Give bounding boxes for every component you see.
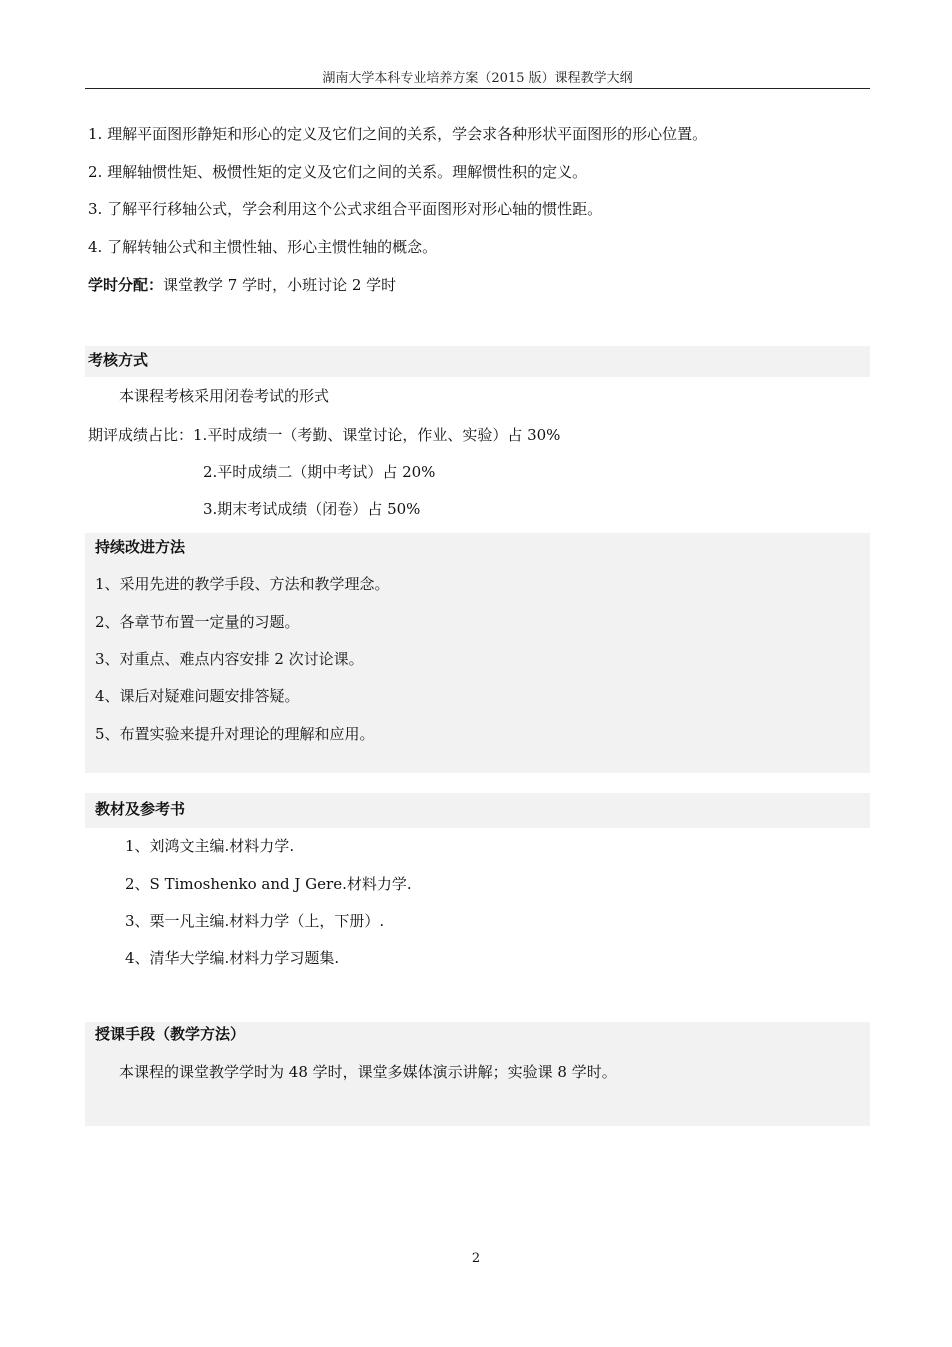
improvement-item: 5、布置实验来提升对理论的理解和应用。 bbox=[95, 725, 375, 743]
header-divider bbox=[85, 88, 870, 89]
teaching-text: 本课程的课堂教学学时为 48 学时，课堂多媒体演示讲解；实验课 8 学时。 bbox=[119, 1063, 617, 1081]
improvement-item: 4、课后对疑难问题安排答疑。 bbox=[95, 687, 300, 705]
improvement-item: 2、各章节布置一定量的习题。 bbox=[95, 613, 300, 631]
objective-item: 2. 理解轴惯性矩、极惯性矩的定义及它们之间的关系。理解惯性积的定义。 bbox=[88, 163, 588, 181]
improvement-title: 持续改进方法 bbox=[95, 538, 186, 556]
textbook-item: 1、刘鸿文主编.材料力学. bbox=[125, 837, 295, 855]
assessment-item: 1.平时成绩一（考勤、课堂讨论，作业、实验）占 30% bbox=[193, 426, 561, 444]
assessment-title: 考核方式 bbox=[88, 351, 149, 369]
assessment-heading-band bbox=[85, 346, 870, 377]
improvement-item: 3、对重点、难点内容安排 2 次讨论课。 bbox=[95, 650, 364, 668]
improvement-item: 1、采用先进的教学手段、方法和教学理念。 bbox=[95, 575, 390, 593]
assessment-ratio bbox=[88, 425, 560, 445]
assessment-item: 2.平时成绩二（期中考试）占 20% bbox=[203, 463, 436, 481]
hours-label: 学时分配： bbox=[88, 276, 164, 294]
textbook-item: 4、清华大学编.材料力学习题集. bbox=[125, 949, 340, 967]
page-number: 2 bbox=[471, 1251, 481, 1266]
page-header: 湖南大学本科专业培养方案（2015 版）课程教学大纲 bbox=[322, 71, 633, 86]
assessment-ratio-label: 期评成绩占比： bbox=[88, 426, 194, 444]
hours-text: 课堂教学 7 学时，小班讨论 2 学时 bbox=[163, 276, 397, 294]
hours-allocation bbox=[88, 275, 396, 295]
textbook-item: 3、栗一凡主编.材料力学（上，下册）. bbox=[125, 912, 385, 930]
objective-item: 4. 了解转轴公式和主惯性轴、形心主惯性轴的概念。 bbox=[88, 238, 438, 256]
assessment-intro: 本课程考核采用闭卷考试的形式 bbox=[119, 387, 330, 405]
assessment-item: 3.期末考试成绩（闭卷）占 50% bbox=[203, 500, 421, 518]
textbook-item: 2、S Timoshenko and J Gere.材料力学. bbox=[125, 875, 412, 893]
textbooks-heading-band bbox=[85, 793, 870, 828]
textbooks-title: 教材及参考书 bbox=[95, 800, 186, 818]
objective-item: 3. 了解平行移轴公式，学会利用这个公式求组合平面图形对形心轴的惯性距。 bbox=[88, 200, 603, 218]
teaching-title: 授课手段（教学方法） bbox=[95, 1025, 246, 1043]
objective-item: 1. 理解平面图形静矩和形心的定义及它们之间的关系，学会求各种形状平面图形的形心位置。 bbox=[88, 125, 708, 143]
